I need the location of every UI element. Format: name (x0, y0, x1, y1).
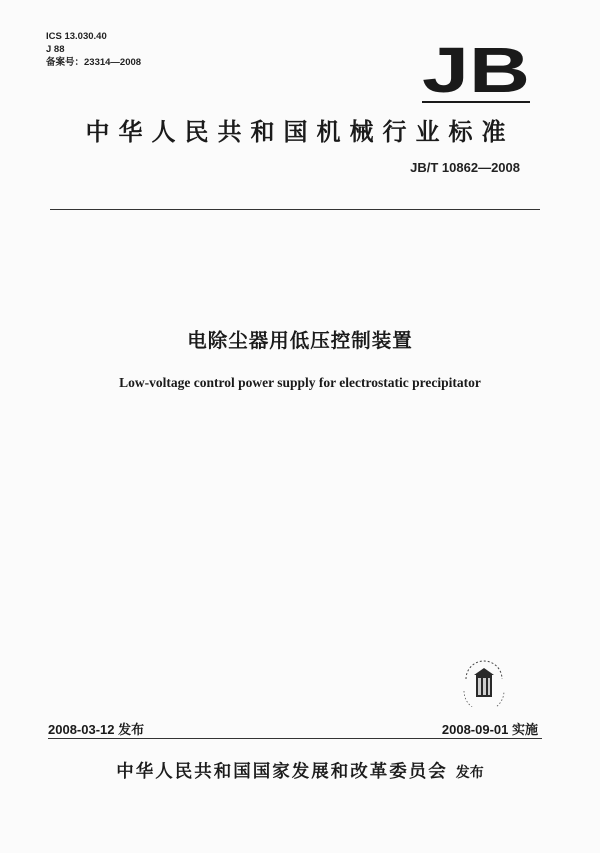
standard-number: JB/T 10862—2008 (410, 160, 520, 175)
implementation-date: 2008-09-01 实施 (441, 722, 538, 737)
footer-divider (48, 738, 542, 739)
publisher-emblem-icon (458, 657, 510, 707)
jb-logo-text: JB (422, 34, 530, 106)
issue-date: 2008-03-12 发布 (48, 722, 145, 737)
header-divider (50, 209, 540, 210)
publisher-name: 中华人民共和国国家发展和改革委员会 (116, 762, 448, 782)
ccs-code: J 88 (46, 44, 65, 55)
standard-organization: 中华人民共和国机械行业标准 (85, 118, 515, 146)
publisher-suffix: 发布 (455, 765, 484, 781)
record-number: 备案号：23314—2008 (46, 57, 142, 68)
ics-code: ICS 13.030.40 (46, 31, 107, 42)
publisher (0, 758, 600, 783)
jb-logo-icon (420, 28, 532, 106)
title-english: Low-voltage control power supply for electrostatic precipitator (119, 375, 481, 390)
title-chinese: 电除尘器用低压控制装置 (187, 329, 413, 352)
